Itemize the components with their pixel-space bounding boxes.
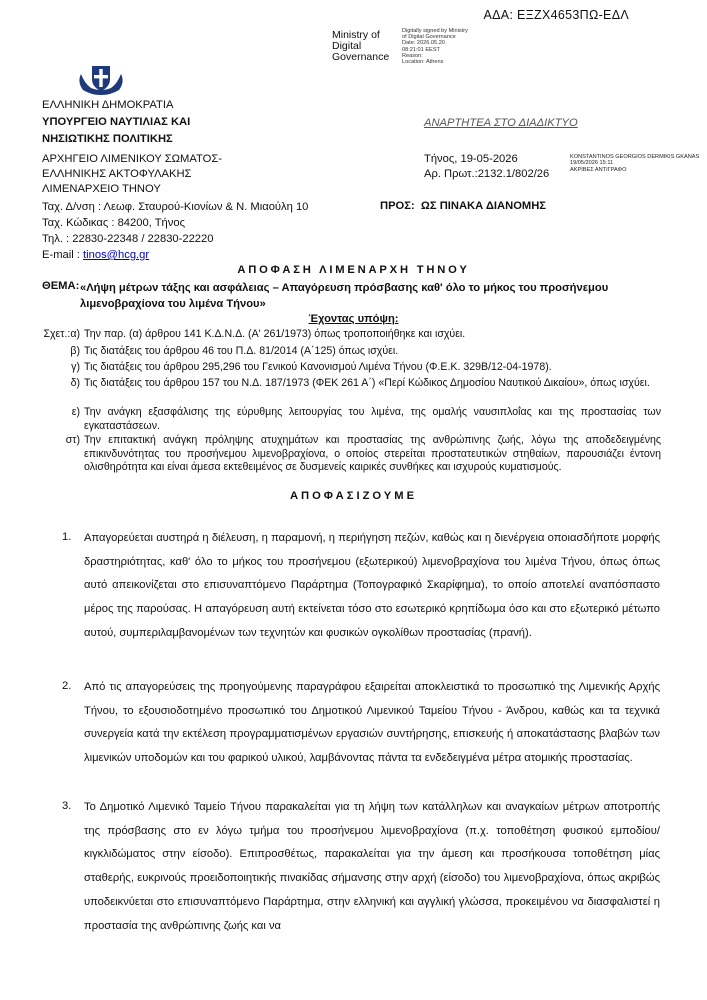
article-number: 2. (62, 680, 72, 692)
reference-text: Τις διατάξεις του άρθρου 46 του Π.Δ. 81/2014 (Α΄125) όπως ισχύει. (84, 345, 399, 357)
article-text: Το Δημοτικό Λιμενικό Ταμείο Τήνου παρακαλείται για τη λήψη των κατάλληλων και αναγκαίων μέτρων αποτροπής της πρόσβασης στο εν λόγω τμήμα του προσήνεμου λιμενοβραχίονα (π.χ. τοποθέτηση φυσικού εμποδίου/κιγκλιδώματος στην είσοδο). Επιπροσθέτως, παρακαλείται για την άμεση και προσήκουσα τοποθέτηση μίας σταθερής, ευκρινούς προειδοποιητικής πινακίδας σήμανσης στην αρχή (είσοδο) του λιμενοβραχίονα, όπως ακριβώς υποδεικνύεται στο επισυναπτόμενο Παράρτημα, στην ελληνική και αγγλική γλώσσα, προκειμένου να διασφαλιστεί η προστασία της ανθρώπινης ζωής και να (84, 801, 660, 932)
address: Ταχ. Δ/νση : Λεωφ. Σταυρού-Κιονίων & Ν. Μιαούλη 10 (42, 201, 309, 213)
subject-label: ΘΕΜΑ: (42, 280, 80, 292)
reference-label: δ) (70, 377, 80, 389)
ministry-logo-text: Ministry of Digital Governance (332, 29, 390, 63)
protocol-number: Αρ. Πρωτ.:2132.1/802/26 (424, 168, 550, 180)
reference-text: Την παρ. (α) άρθρου 141 Κ.Δ.Ν.Δ. (Α' 261/1973) όπως τροποποιήθηκε και ισχύει. (84, 328, 466, 340)
certified-copy-signature: KONSTANTINOS GEORGIOS DERMIKIS GKANAS 19/05/2026 15:11 ΑΚΡΙΒΕΣ ΑΝΤΙΓΡΑΦΟ (570, 154, 700, 173)
considering-heading: Έχοντας υπόψη: (308, 313, 399, 325)
reference-label: Σχετ.:α) (43, 328, 80, 340)
reference-label: β) (70, 345, 80, 357)
ministry-line-1: ΥΠΟΥΡΓΕΙΟ ΝΑΥΤΙΛΙΑΣ ΚΑΙ (42, 116, 191, 128)
reference-text: Την ανάγκη εξασφάλισης της εύρυθμης λειτουργίας του λιμένα, της ομαλής ναυσιπλοΐας και της προστασίας των εγκαταστάσεων. (84, 406, 661, 432)
reference-text: Την επιτακτική ανάγκη πρόληψης ατυχημάτων και προστασίας της ανθρώπινης ζωής, λόγω της αποδεδειγμένης επικινδυνότητας του προσήνεμου λιμενοβραχίονα, ο οποίος στερείται προστατευτικών στηθαίων, παρουσιάζει έντονη ολισθηρότητα και είναι άμεσα εκτεθειμένος σε δυσμενείς καιρικές συνθήκες και ισχυρούς κυματισμούς. (84, 434, 661, 473)
reference-text: Τις διατάξεις του άρθρου 295,296 του Γενικού Κανονισμού Λιμένα Τήνου (Φ.Ε.Κ. 329Β/12-04-1978). (84, 361, 552, 373)
recipient-label: ΠΡΟΣ: (380, 200, 415, 212)
hq-line-1: ΑΡΧΗΓΕΙΟ ΛΙΜΕΝΙΚΟΥ ΣΩΜΑΤΟΣ- (42, 153, 222, 165)
document-title: ΑΠΟΦΑΣΗ ΛΙΜΕΝΑΡΧΗ ΤΗΝΟΥ (237, 264, 470, 276)
article-text: Από τις απαγορεύσεις της προηγούμενης παραγράφου εξαιρείται αποκλειστικά το προσωπικό της Λιμενικής Αρχής Τήνου, το εξουσιοδοτημένο προσωπικό του Δημοτικού Λιμενικού Ταμείου Τήνου - Άνδρου, καθώς και τα τεχνικά συνεργεία κατά την εκτέλεση προγραμματισμένων εργασιών συντήρησης, επισκευής ή αποκατάστασης βλαβών των λιμενικών υποδομών και του φαρικού υλικού, λαμβάνοντας πάντα τα ενδεδειγμένα μέτρα ατομικής προστασίας. (84, 681, 660, 765)
greek-emblem-icon (75, 62, 127, 96)
email-link[interactable]: tinos@hcg.gr (83, 249, 150, 261)
ada-code: ΑΔΑ: ΕΞΖΧ4653ΠΩ-ΕΔΛ (483, 8, 629, 22)
subject-text: «Λήψη μέτρων τάξης και ασφάλειας – Απαγόρευση πρόσβασης καθ' όλο το μήκος του προσήνεμου λιμενοβραχίονα του λιμένα Τήνου» (80, 282, 609, 310)
ministry-line-2: ΝΗΣΙΩΤΙΚΗΣ ΠΟΛΙΤΙΚΗΣ (42, 133, 173, 145)
phone: Τηλ. : 22830-22348 / 22830-22220 (42, 233, 214, 245)
place-date: Τήνος, 19-05-2026 (424, 153, 518, 165)
republic-label: ΕΛΛΗΝΙΚΗ ΔΗΜΟΚΡΑΤΙΑ (42, 99, 174, 111)
reference-label: ε) (71, 406, 80, 418)
article-number: 3. (62, 800, 72, 812)
email-label: E-mail : (42, 249, 84, 261)
post-online-label: ΑΝΑΡΤΗΤΕΑ ΣΤΟ ΔΙΑΔΙΚΤΥΟ (424, 117, 578, 129)
reference-label: στ) (65, 434, 80, 446)
reference-text: Τις διατάξεις του άρθρου 157 του Ν.Δ. 187/1973 (ΦΕΚ 261 Α΄) «Περί Κώδικος Δημοσίου Ναυτικού Δικαίου», όπως ισχύει. (84, 377, 650, 389)
postcode: Ταχ. Κώδικας : 84200, Τήνος (42, 217, 185, 229)
hq-line-2: ΕΛΛΗΝΙΚΗΣ ΑΚΤΟΦΥΛΑΚΗΣ (42, 168, 192, 180)
recipient-value: ΩΣ ΠΙΝΑΚΑ ΔΙΑΝΟΜΗΣ (420, 200, 547, 212)
place-date-block (424, 152, 549, 182)
reference-label: γ) (71, 361, 80, 373)
article-number: 1. (62, 531, 72, 543)
digital-signature: Digitally signed by Ministry of Digital Governance Date: 2026.05.20 08:21:01 EEST Reason: Location: Athens (402, 28, 468, 66)
decision-heading: ΑΠΟΦΑΣΙΖΟΥΜΕ (289, 490, 418, 502)
email-line (42, 248, 149, 262)
article-text: Απαγορεύεται αυστηρά η διέλευση, η παραμονή, η περιήγηση πεζών, καθώς και η διενέργεια οποιασδήποτε μορφής δραστηριότητας, καθ' όλο το μήκος του προσήνεμου (εξωτερικού) λιμενοβραχίονα του λιμένα Τήνου, όπως όπως αυτό απεικονίζεται στο επισυναπτόμενο Παράρτημα (Τοπογραφικό Σκαρίφημα), το οποίο αποτελεί αναπόσπαστο μέρος της παρούσας. Η απαγόρευση αυτή εκτείνεται τόσο στο εσωτερικό κρηπίδωμα όσο και στο εξωτερικό μέτωπο αυτού, συμπεριλαμβανομένων των τεχνητών και φυσικών ογκολίθων προστασίας (πρανή). (84, 532, 660, 639)
hq-line-3: ΛΙΜΕΝΑΡΧΕΙΟ ΤΗΝΟΥ (42, 183, 161, 195)
recipient (380, 200, 546, 212)
